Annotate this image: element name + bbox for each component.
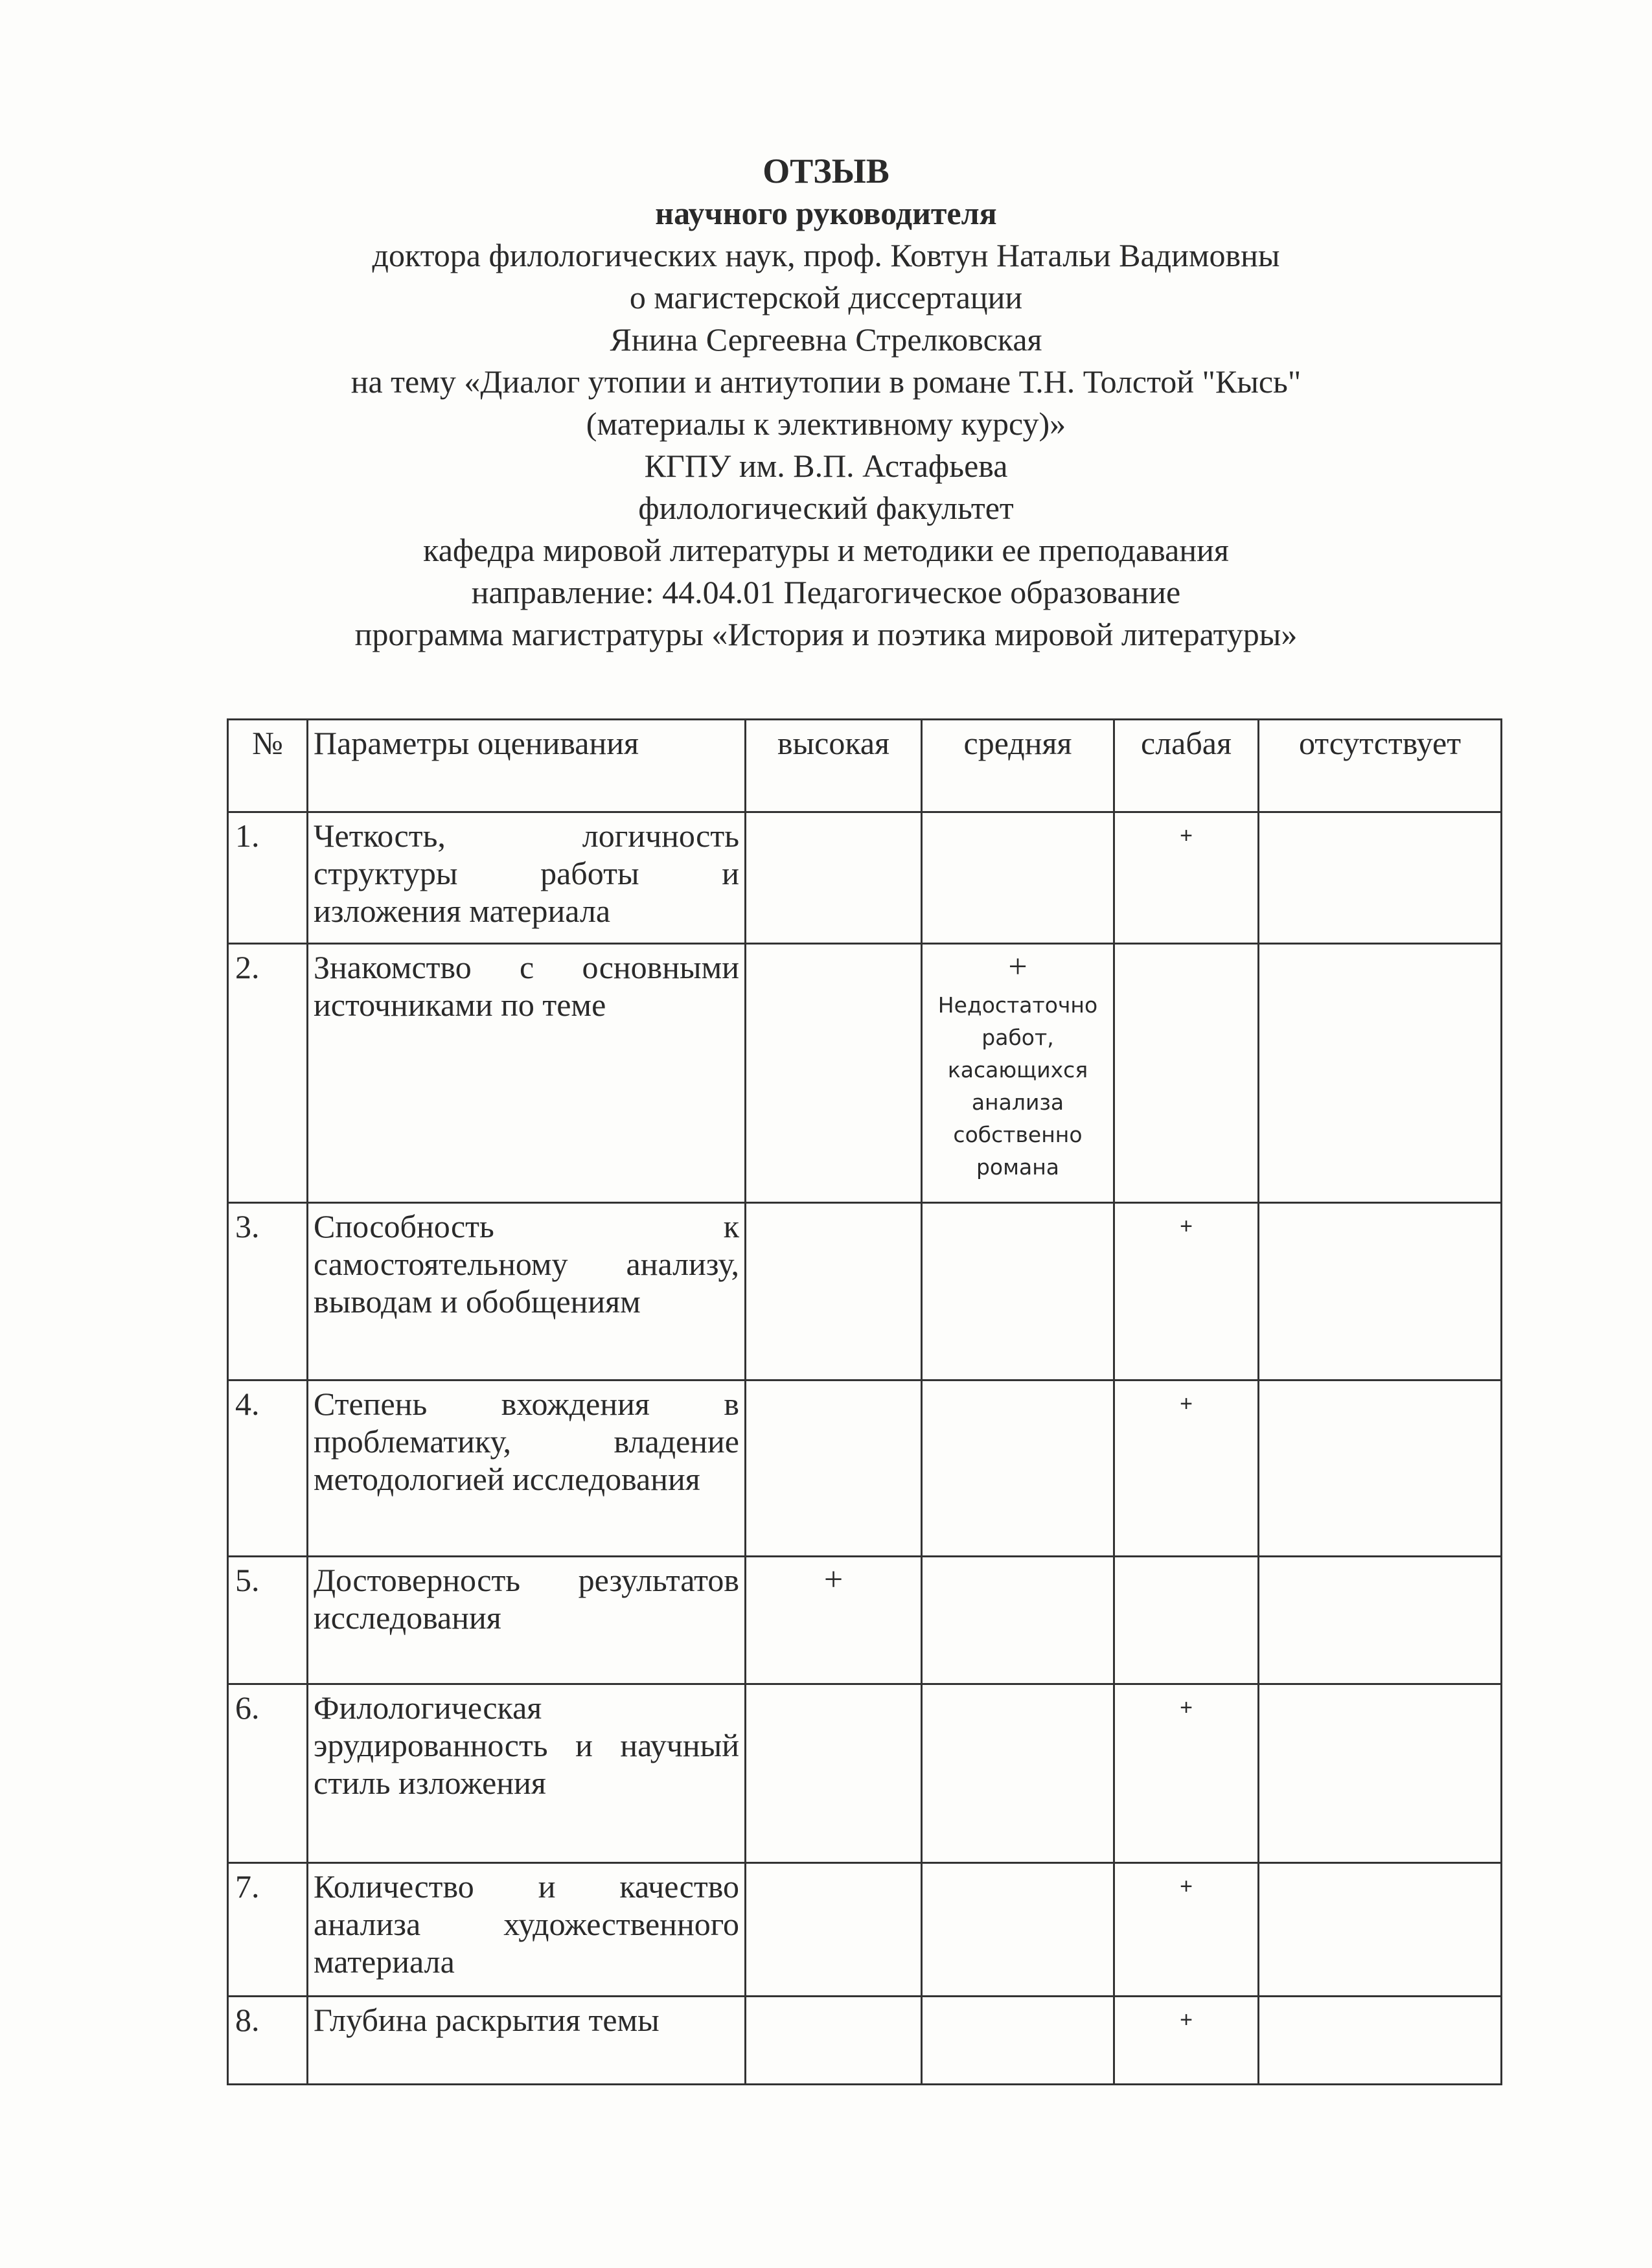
mark-high: + bbox=[823, 1561, 843, 1598]
mark-medium-cell bbox=[922, 1557, 1114, 1684]
row-number: 7. bbox=[228, 1863, 308, 1997]
row-number: 1. bbox=[228, 812, 308, 944]
mark-high-cell bbox=[746, 1380, 922, 1557]
column-header-high: высокая bbox=[746, 720, 922, 812]
mark-weak: + bbox=[1180, 823, 1193, 848]
mark-weak-cell bbox=[1114, 1684, 1259, 1863]
mark-weak: + bbox=[1180, 1695, 1193, 1720]
row-parameter: Достоверность результатов исследования bbox=[308, 1557, 746, 1684]
mark-high-cell bbox=[746, 812, 922, 944]
row-parameter: Количество и качество анализа художественного материала bbox=[308, 1863, 746, 1997]
document-header bbox=[0, 150, 1652, 656]
header-line: кафедра мировой литературы и методики ее преподавания bbox=[423, 532, 1229, 568]
row-parameter: Филологическая эрудированность и научный стиль изложения bbox=[308, 1684, 746, 1863]
row-parameter: Способность к самостоятельному анализу, выводам и обобщениям bbox=[308, 1203, 746, 1380]
mark-high-cell bbox=[746, 1863, 922, 1997]
header-line: (материалы к элективному курсу)» bbox=[586, 406, 1066, 442]
mark-weak-cell bbox=[1114, 812, 1259, 944]
mark-high-cell bbox=[746, 1997, 922, 2085]
mark-medium-cell bbox=[922, 812, 1114, 944]
mark-medium-cell bbox=[922, 1997, 1114, 2085]
mark-high-cell bbox=[746, 944, 922, 1203]
mark-weak: + bbox=[1180, 1874, 1193, 1899]
evaluation-table bbox=[227, 718, 1502, 2085]
row-number: 3. bbox=[228, 1203, 308, 1380]
column-header-absent: отсутствует bbox=[1259, 720, 1502, 812]
column-header-medium: средняя bbox=[922, 720, 1114, 812]
mark-absent-cell bbox=[1259, 944, 1502, 1203]
mark-medium-cell bbox=[922, 1380, 1114, 1557]
row-number: 4. bbox=[228, 1380, 308, 1557]
table-row bbox=[228, 1557, 1502, 1684]
header-line: филологический факультет bbox=[638, 490, 1014, 526]
mark-medium-cell bbox=[922, 944, 1114, 1203]
row-number: 5. bbox=[228, 1557, 308, 1684]
row-number: 6. bbox=[228, 1684, 308, 1863]
header-line: КГПУ им. В.П. Астафьева bbox=[644, 448, 1008, 484]
mark-absent-cell bbox=[1259, 1380, 1502, 1557]
header-line: доктора филологических наук, проф. Ковтун Натальи Вадимовны bbox=[372, 237, 1280, 273]
column-header-parameters: Параметры оценивания bbox=[308, 720, 746, 812]
mark-absent-cell bbox=[1259, 1863, 1502, 1997]
table-row bbox=[228, 1997, 1502, 2085]
mark-high-cell bbox=[746, 1557, 922, 1684]
evaluation-note: Недостаточно работ, касающихся анализа собственно романа bbox=[937, 992, 1098, 1180]
mark-weak-cell bbox=[1114, 1997, 1259, 2085]
row-parameter: Глубина раскрытия темы bbox=[308, 1997, 746, 2085]
table-row bbox=[228, 1380, 1502, 1557]
mark-weak: + bbox=[1180, 1392, 1193, 1416]
header-line: программа магистратуры «История и поэтика мировой литературы» bbox=[354, 616, 1298, 652]
header-line: направление: 44.04.01 Педагогическое образование bbox=[471, 574, 1181, 610]
row-parameter: Знакомство с основными источниками по теме bbox=[308, 944, 746, 1203]
mark-weak-cell bbox=[1114, 1203, 1259, 1380]
header-line: о магистерской диссертации bbox=[629, 279, 1023, 315]
row-parameter: Четкость, логичность структуры работы и изложения материала bbox=[308, 812, 746, 944]
row-number: 8. bbox=[228, 1997, 308, 2085]
mark-absent-cell bbox=[1259, 1997, 1502, 2085]
mark-weak-cell bbox=[1114, 1557, 1259, 1684]
mark-weak: + bbox=[1180, 2008, 1193, 2032]
mark-medium-cell bbox=[922, 1203, 1114, 1380]
table-row bbox=[228, 812, 1502, 944]
table-header-row bbox=[228, 720, 1502, 812]
mark-absent-cell bbox=[1259, 1684, 1502, 1863]
column-header-weak: слабая bbox=[1114, 720, 1259, 812]
mark-weak: + bbox=[1180, 1214, 1193, 1239]
mark-absent-cell bbox=[1259, 1557, 1502, 1684]
row-parameter: Степень вхождения в проблематику, владение методологией исследования bbox=[308, 1380, 746, 1557]
mark-weak-cell bbox=[1114, 944, 1259, 1203]
mark-medium-cell bbox=[922, 1684, 1114, 1863]
mark-absent-cell bbox=[1259, 812, 1502, 944]
header-line: Янина Сергеевна Стрелковская bbox=[610, 321, 1042, 358]
mark-medium-cell bbox=[922, 1863, 1114, 1997]
mark-absent-cell bbox=[1259, 1203, 1502, 1380]
mark-high-cell bbox=[746, 1203, 922, 1380]
row-number: 2. bbox=[228, 944, 308, 1203]
mark-weak-cell bbox=[1114, 1863, 1259, 1997]
table-row bbox=[228, 944, 1502, 1203]
document-title: ОТЗЫВ bbox=[763, 152, 889, 190]
table-row bbox=[228, 1203, 1502, 1380]
table-row bbox=[228, 1684, 1502, 1863]
column-header-number: № bbox=[228, 720, 308, 812]
table-row bbox=[228, 1863, 1502, 1997]
document-subtitle: научного руководителя bbox=[655, 195, 997, 231]
header-line: на тему «Диалог утопии и антиутопии в романе Т.Н. Толстой "Кысь" bbox=[350, 363, 1302, 400]
mark-medium: + bbox=[1008, 948, 1027, 985]
mark-weak-cell bbox=[1114, 1380, 1259, 1557]
mark-high-cell bbox=[746, 1684, 922, 1863]
